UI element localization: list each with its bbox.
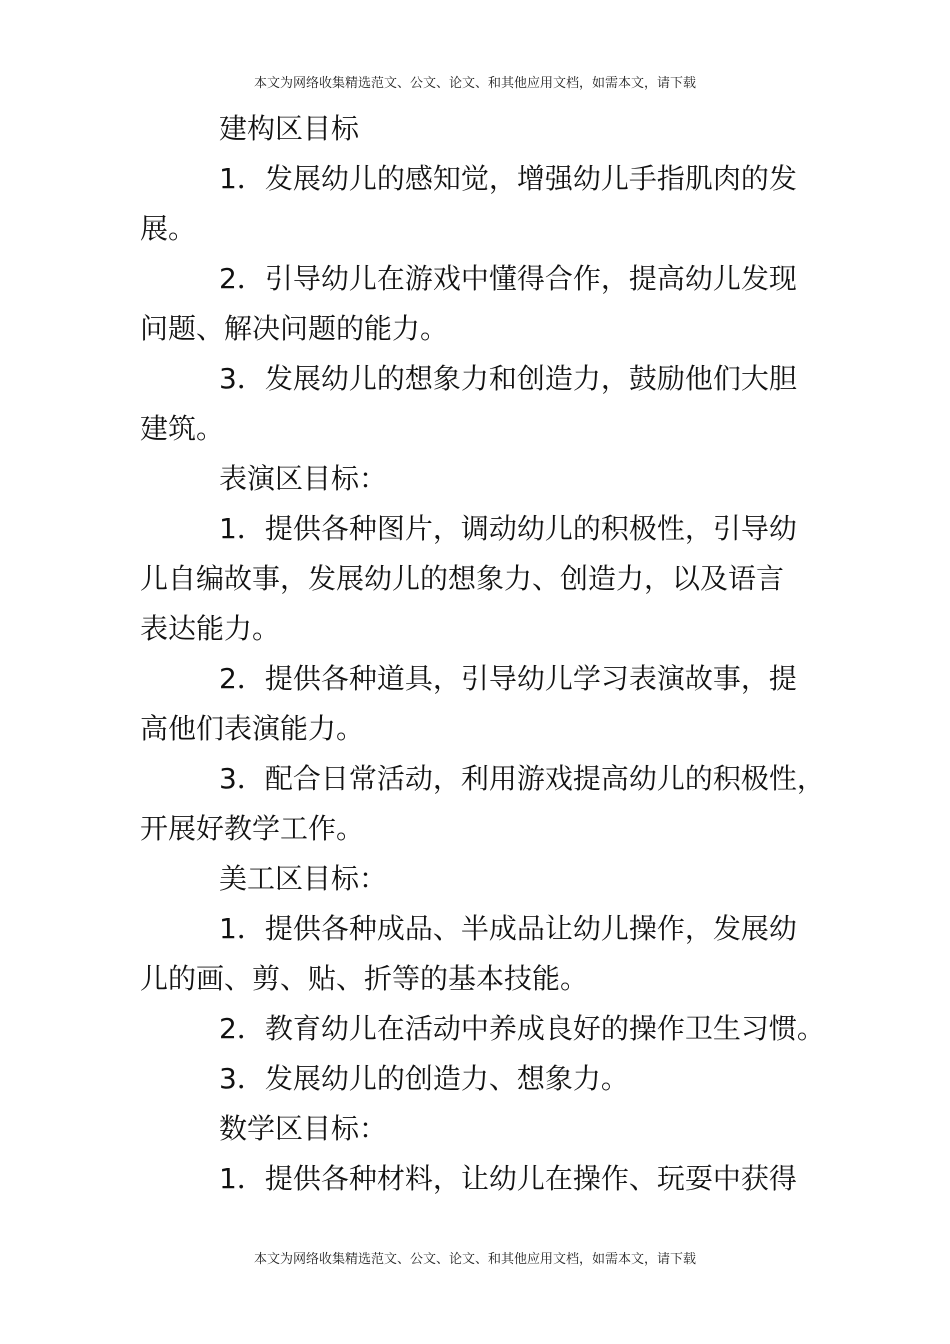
text-line: 1．提供各种材料，让幼儿在操作、玩耍中获得 [219,1162,797,1195]
section-heading-art: 美工区目标： [219,862,388,895]
text-line: 问题、解决问题的能力。 [140,312,449,345]
text-line: 3．发展幼儿的创造力、想象力。 [219,1062,629,1095]
text-line: 儿自编故事，发展幼儿的想象力、创造力，以及语言 [140,562,785,595]
text-line: 2．引导幼儿在游戏中懂得合作，提高幼儿发现 [219,262,797,295]
text-line: 开展好教学工作。 [140,812,365,845]
text-line: 1．提供各种成品、半成品让幼儿操作，发展幼 [219,912,797,945]
text-line: 儿的画、剪、贴、折等的基本技能。 [140,962,589,995]
text-line: 1．发展幼儿的感知觉，增强幼儿手指肌肉的发 [219,162,797,195]
header-note: 本文为网络收集精选范文、公文、论文、和其他应用文档，如需本文，请下载 [253,76,696,91]
text-line: 1．提供各种图片，调动幼儿的积极性，引导幼 [219,512,797,545]
text-line: 高他们表演能力。 [140,712,365,745]
section-heading-math: 数学区目标： [219,1112,388,1145]
text-line: 表达能力。 [140,612,281,645]
section-heading-performance: 表演区目标： [219,462,388,495]
footer-note: 本文为网络收集精选范文、公文、论文、和其他应用文档，如需本文，请下载 [253,1252,696,1267]
text-line: 3．发展幼儿的想象力和创造力，鼓励他们大胆 [219,362,797,395]
text-line: 2．教育幼儿在活动中养成良好的操作卫生习惯。 [219,1012,825,1045]
text-line: 3．配合日常活动，利用游戏提高幼儿的积极性， [219,762,825,795]
section-heading-construction: 建构区目标 [219,112,360,145]
text-line: 建筑。 [140,412,225,445]
text-line: 2．提供各种道具，引导幼儿学习表演故事，提 [219,662,797,695]
text-line: 展。 [140,212,197,245]
